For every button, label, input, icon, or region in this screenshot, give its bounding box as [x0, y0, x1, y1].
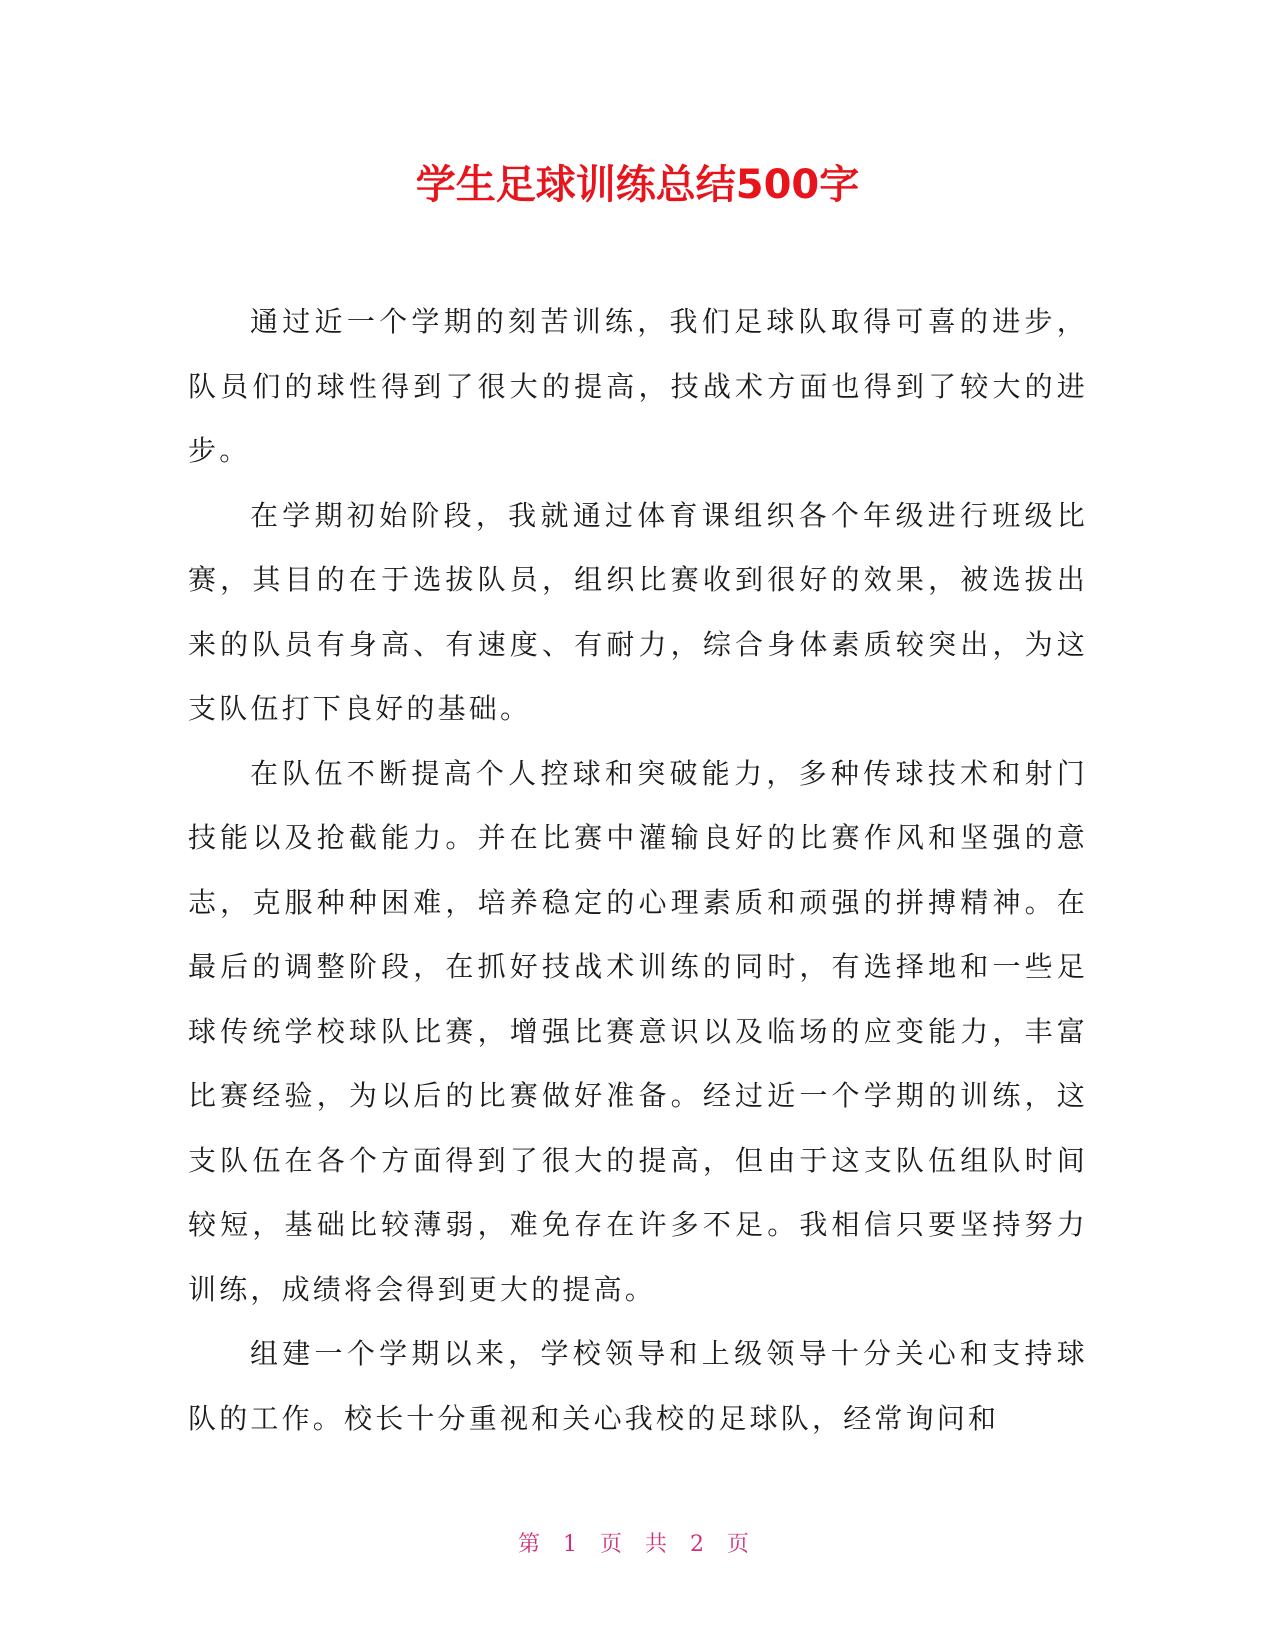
document-title: 学生足球训练总结500字 [415, 162, 860, 208]
paragraph-1: 通过近一个学期的刻苦训练，我们足球队取得可喜的进步，队员们的球性得到了很大的提高，技战术方面也得到了较大的进步。 [188, 305, 1088, 467]
paragraph-4: 组建一个学期以来，学校领导和上级领导十分关心和支持球队的工作。校长十分重视和关心我校的足球队，经常询问和 [188, 1337, 1088, 1435]
document-body [188, 290, 1088, 1451]
page-number-footer: 第 1 页 共 2 页 [518, 1532, 757, 1557]
paragraph-3: 在队伍不断提高个人控球和突破能力，多种传球技术和射门技能以及抢截能力。并在比赛中灌输良好的比赛作风和坚强的意志，克服种种困难，培养稳定的心理素质和顽强的拼搏精神。在最后的调整阶段，在抓好技战术训练的同时，有选择地和一些足球传统学校球队比赛，增强比赛意识以及临场的应变能力，丰富比赛经验，为以后的比赛做好准备。经过近一个学期的训练，这支队伍在各个方面得到了很大的提高，但由于这支队伍组队时间较短，基础比较薄弱，难免存在许多不足。我相信只要坚持努力训练，成绩将会得到更大的提高。 [188, 756, 1088, 1306]
paragraph-2: 在学期初始阶段，我就通过体育课组织各个年级进行班级比赛，其目的在于选拔队员，组织比赛收到很好的效果，被选拔出来的队员有身高、有速度、有耐力，综合身体素质较突出，为这支队伍打下良好的基础。 [188, 498, 1088, 725]
